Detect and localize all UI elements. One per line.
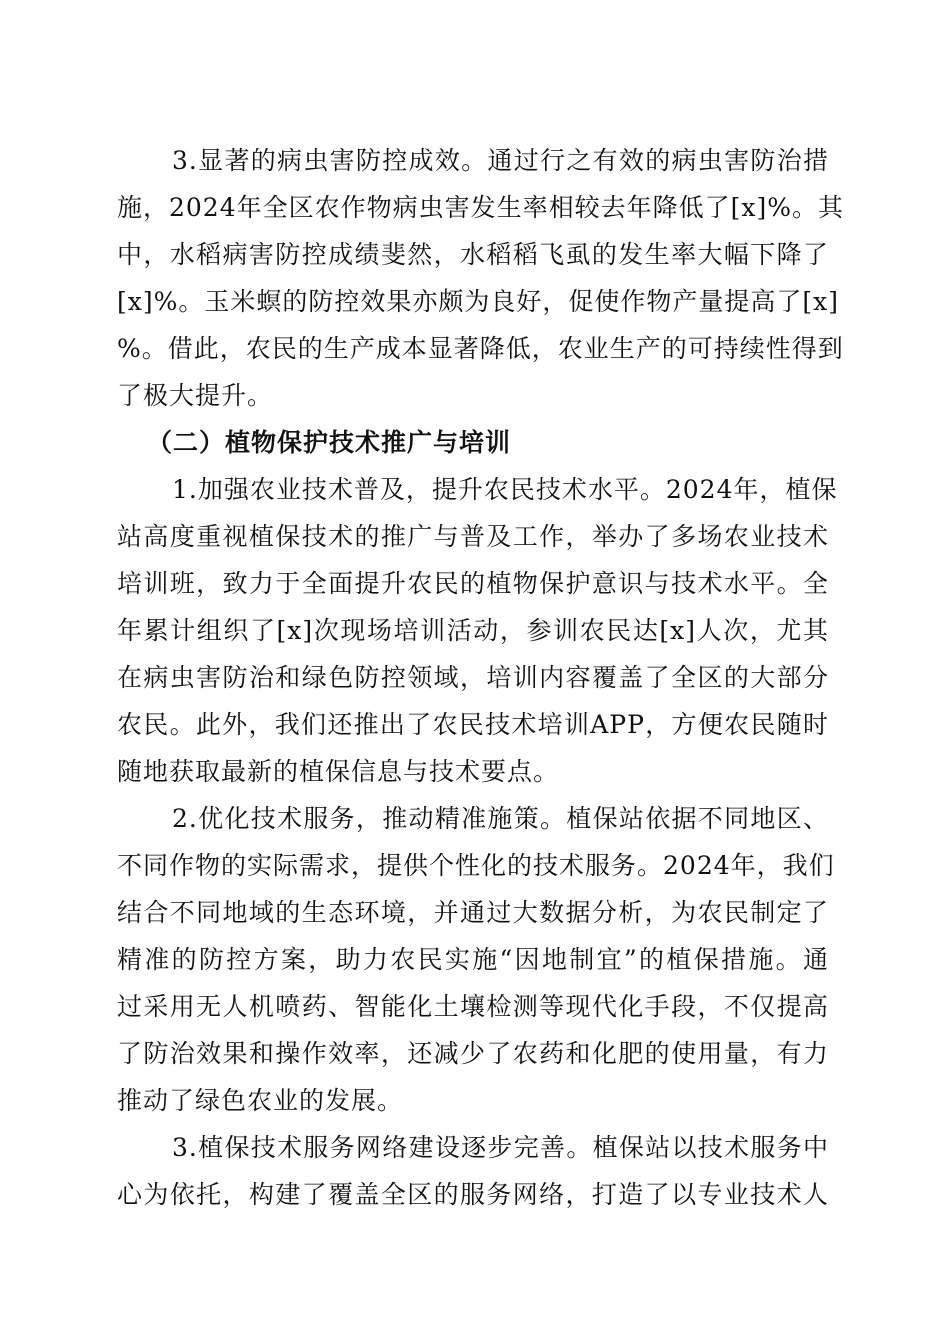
paragraph-1-line-6: 了极大提升。 xyxy=(117,381,274,410)
paragraph-1-line-1: 3.显著的病虫害防控成效。通过行之有效的病虫害防治措 xyxy=(172,146,829,175)
paragraph-3-line-2: 不同作物的实际需求，提供个性化的技术服务。2024年，我们 xyxy=(117,851,835,880)
paragraph-3-line-3: 结合不同地域的生态环境，并通过大数据分析，为农民制定了 xyxy=(117,898,829,927)
paragraph-1-line-5: %。借此，农民的生产成本显著降低，农业生产的可持续性得到 xyxy=(117,334,844,363)
paragraph-2-line-1: 1.加强农业技术普及，提升农民技术水平。2024年，植保 xyxy=(172,475,838,504)
paragraph-1-line-3: 中，水稻病害防控成绩斐然，水稻稻飞虱的发生率大幅下降了 xyxy=(117,240,829,269)
paragraph-3-line-4: 精准的防控方案，助力农民实施“因地制宜”的植保措施。通 xyxy=(117,945,829,974)
paragraph-4-line-2: 心为依托，构建了覆盖全区的服务网络，打造了以专业技术人 xyxy=(117,1180,829,1209)
paragraph-2-line-3: 培训班，致力于全面提升农民的植物保护意识与技术水平。全 xyxy=(117,569,829,598)
paragraph-2-line-2: 站高度重视植保技术的推广与普及工作，举办了多场农业技术 xyxy=(117,522,829,551)
paragraph-3-line-1: 2.优化技术服务，推动精准施策。植保站依据不同地区、 xyxy=(172,804,829,833)
section-heading: （二）植物保护技术推广与培训 xyxy=(147,428,512,457)
paragraph-3-line-7: 推动了绿色农业的发展。 xyxy=(117,1086,404,1115)
paragraph-2-line-5: 在病虫害防治和绿色防控领域，培训内容覆盖了全区的大部分 xyxy=(117,663,829,692)
paragraph-1-line-2: 施，2024年全区农作物病虫害发生率相较去年降低了[x]%。其 xyxy=(117,193,844,222)
paragraph-2-line-4: 年累计组织了[x]次现场培训活动，参训农民达[x]人次，尤其 xyxy=(117,616,829,645)
paragraph-4-line-1: 3.植保技术服务网络建设逐步完善。植保站以技术服务中 xyxy=(172,1133,829,1162)
paragraph-1-line-4: [x]%。玉米螟的防控效果亦颇为良好，促使作物产量提高了[x] xyxy=(117,287,839,316)
paragraph-3-line-5: 过采用无人机喷药、智能化土壤检测等现代化手段，不仅提高 xyxy=(117,992,829,1021)
paragraph-2-line-7: 随地获取最新的植保信息与技术要点。 xyxy=(117,757,560,786)
paragraph-3-line-6: 了防治效果和操作效率，还减少了农药和化肥的使用量，有力 xyxy=(117,1039,829,1068)
paragraph-2-line-6: 农民。此外，我们还推出了农民技术培训APP，方便农民随时 xyxy=(117,710,829,739)
